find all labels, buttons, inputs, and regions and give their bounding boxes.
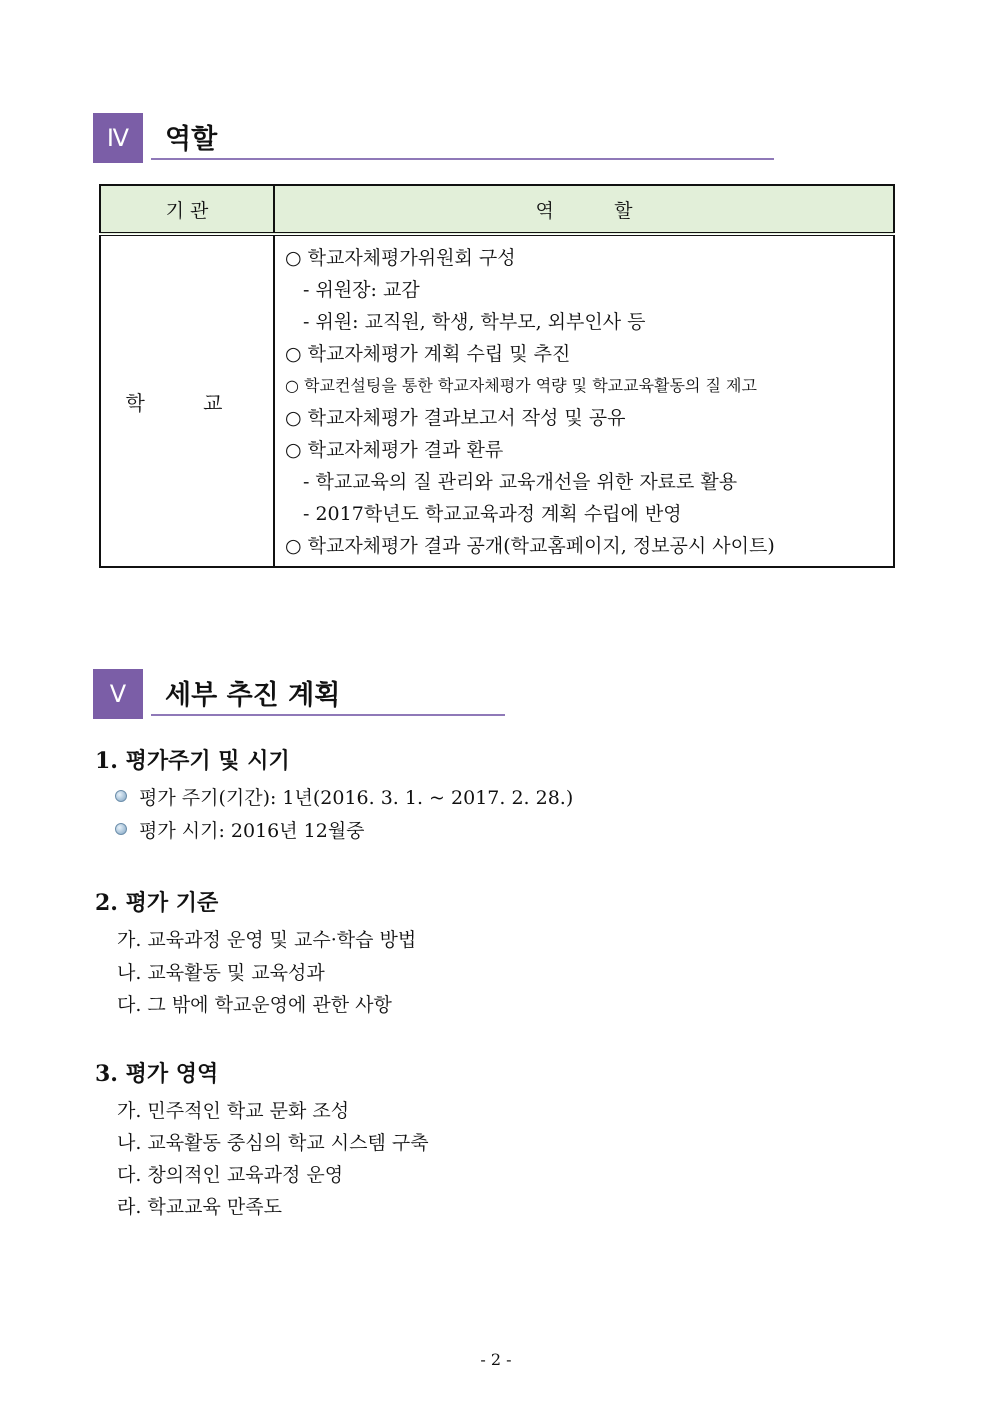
area-item: 나. 교육활동 중심의 학교 시스템 구축: [117, 1132, 429, 1154]
schedule-item: 평가 시기: 2016년 12월중: [115, 816, 365, 843]
roles-table-header-row: [100, 185, 894, 234]
section-5-underline: [151, 714, 505, 716]
area-item: 가. 민주적인 학교 문화 조성: [117, 1100, 350, 1122]
role-line: ○ 학교자체평가 계획 수립 및 추진: [285, 343, 571, 365]
institution-school: 학 교: [100, 234, 274, 567]
bullet-icon: [115, 790, 127, 802]
bullet-icon: [115, 823, 127, 835]
section-5-numeral: Ⅴ: [93, 669, 143, 719]
role-line: ○ 학교컨설팅을 통한 학교자체평가 역량 및 학교교육활동의 질 제고: [285, 376, 757, 395]
role-subline: - 위원: 교직원, 학생, 학부모, 외부인사 등: [303, 311, 646, 333]
section-4-underline: [151, 158, 774, 160]
role-description-cell: [274, 234, 894, 567]
subsection-1-heading: 1. 평가주기 및 시기: [95, 748, 290, 774]
role-line: ○ 학교자체평가 결과 환류: [285, 439, 504, 461]
role-subline: - 학교교육의 질 관리와 교육개선을 위한 자료로 활용: [303, 471, 738, 493]
header-role: 역 할: [274, 185, 894, 234]
criteria-item: 가. 교육과정 운영 및 교수·학습 방법: [117, 929, 417, 951]
page-number: - 2 -: [480, 1350, 512, 1369]
criteria-item: 다. 그 밖에 학교운영에 관한 사항: [117, 994, 392, 1016]
role-line: ○ 학교자체평가 결과 공개(학교홈페이지, 정보공시 사이트): [285, 535, 775, 557]
roles-table: [99, 184, 895, 568]
section-4-title: 역할: [165, 124, 218, 155]
roles-table-row-school: [100, 234, 894, 567]
role-line: ○ 학교자체평가 결과보고서 작성 및 공유: [285, 407, 626, 429]
section-4-numeral: Ⅳ: [93, 113, 143, 163]
role-subline: - 2017학년도 학교교육과정 계획 수립에 반영: [303, 503, 682, 525]
role-line: ○ 학교자체평가위원회 구성: [285, 247, 516, 269]
area-item: 다. 창의적인 교육과정 운영: [117, 1164, 344, 1186]
criteria-item: 나. 교육활동 및 교육성과: [117, 962, 325, 984]
subsection-2-heading: 2. 평가 기준: [95, 890, 219, 916]
section-5-title: 세부 추진 계획: [165, 680, 341, 711]
role-subline: - 위원장: 교감: [303, 279, 420, 301]
schedule-item: 평가 주기(기간): 1년(2016. 3. 1. ~ 2017. 2. 28.): [115, 783, 573, 810]
header-institution: 기 관: [100, 185, 274, 234]
area-item: 라. 학교교육 만족도: [117, 1196, 282, 1218]
subsection-3-heading: 3. 평가 영역: [95, 1061, 219, 1087]
